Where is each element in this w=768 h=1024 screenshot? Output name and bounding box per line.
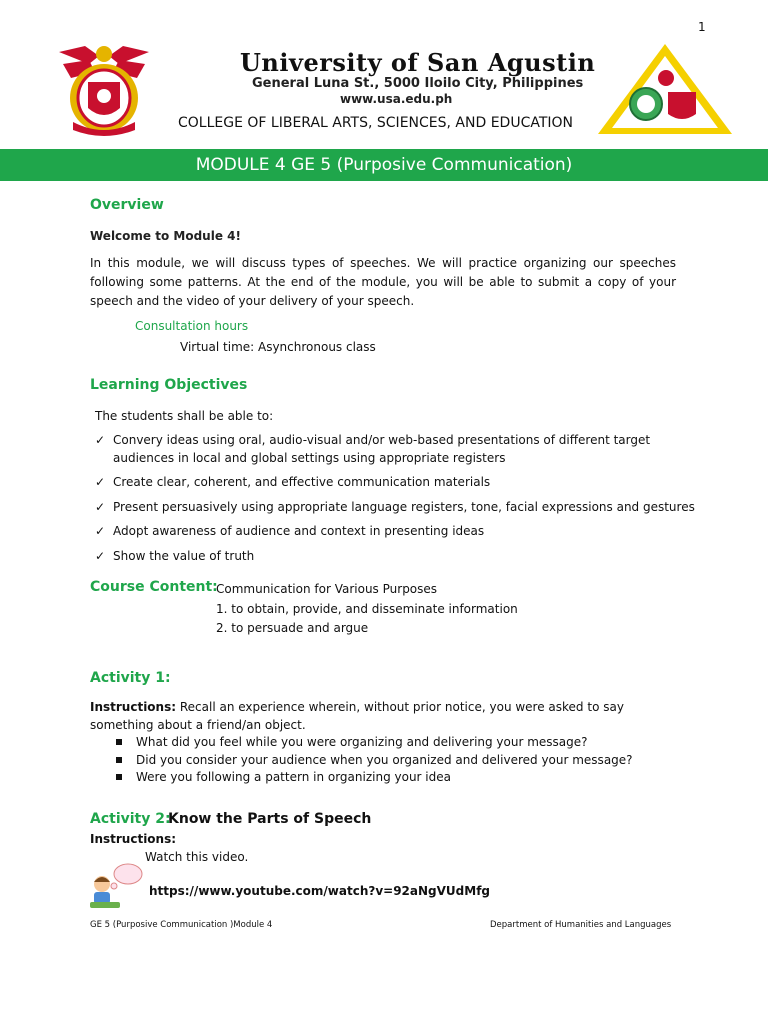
footer-department: Department of Humanities and Languages [490,920,672,930]
overview-heading: Overview [90,197,164,213]
university-name: University of San Agustin [240,48,596,77]
objective-item: ✓ Show the value of truth [95,548,695,566]
university-website: www.usa.edu.ph [340,92,453,106]
consultation-value: Virtual time: Asynchronous class [180,340,376,354]
objective-item: ✓ Create clear, coherent, and effective communication materials [95,474,695,492]
activity2-heading: Activity 2: [90,811,171,827]
activity2-title: Know the Parts of Speech [168,811,372,827]
university-seal-logo [55,42,153,138]
objective-item: ✓ Adopt awareness of audience and context in presenting ideas [95,523,695,541]
activity2-instructions-label: Instructions: [90,832,177,846]
consultation-label: Consultation hours [135,319,249,333]
course-content-title: Communication for Various Purposes [216,582,438,596]
welcome-text: Welcome to Module 4! [90,229,241,243]
activity1-instructions: Instructions: Recall an experience wherein, without prior notice, you were asked to say something about a friend/an object. [90,700,624,732]
bullet-icon [116,757,122,763]
checkmark-icon: ✓ [95,433,106,447]
objective-item: ✓ Convery ideas using oral, audio-visual and/or web-based presentations of different target audiences in local and global settings using appropriate registers [95,433,651,465]
activity1-questions [116,734,633,787]
footer-course: GE 5 (Purposive Communication )Module 4 [90,920,273,930]
checkmark-icon: ✓ [95,475,106,489]
course-content-item: 1. to obtain, provide, and disseminate information [216,602,518,616]
objective-item: ✓ Present persuasively using appropriate language registers, tone, facial expressions and gestures [95,499,695,517]
activity1-heading: Activity 1: [90,670,171,686]
course-content-heading: Course Content: [90,579,218,595]
objectives-list [95,432,695,572]
course-content-item: 2. to persuade and argue [216,621,369,635]
objectives-heading: Learning Objectives [90,377,248,393]
checkmark-icon: ✓ [95,524,106,538]
college-name: COLLEGE OF LIBERAL ARTS, SCIENCES, AND EDUCATION [178,115,574,131]
overview-paragraph: In this module, we will discuss types of speeches. We will practice organizing our speeches following some patterns. At the end of the module, you will be able to submit a copy of your speech and the video of your delivery of your speech. [90,256,676,308]
checkmark-icon: ✓ [95,499,106,514]
question-item: Were you following a pattern in organizing your idea [116,769,633,787]
objectives-intro: The students shall be able to: [95,409,274,423]
question-item: Did you consider your audience when you organized and delivered your message? [116,752,633,770]
bullet-icon [116,739,122,745]
checkmark-icon: ✓ [95,548,106,563]
college-triangle-logo [596,42,734,136]
university-address: General Luna St., 5000 Iloilo City, Philippines [252,76,584,91]
question-item: What did you feel while you were organizing and delivering your message? [116,734,633,752]
video-link[interactable]: https://www.youtube.com/watch?v=92aNgVUdMfg [149,884,490,898]
module-title-banner: MODULE 4 GE 5 (Purposive Communication) [0,149,768,181]
page-number: 1 [698,20,706,34]
child-thinking-icon [88,862,144,910]
activity2-watch-text: Watch this video. [145,850,249,864]
bullet-icon [116,774,122,780]
